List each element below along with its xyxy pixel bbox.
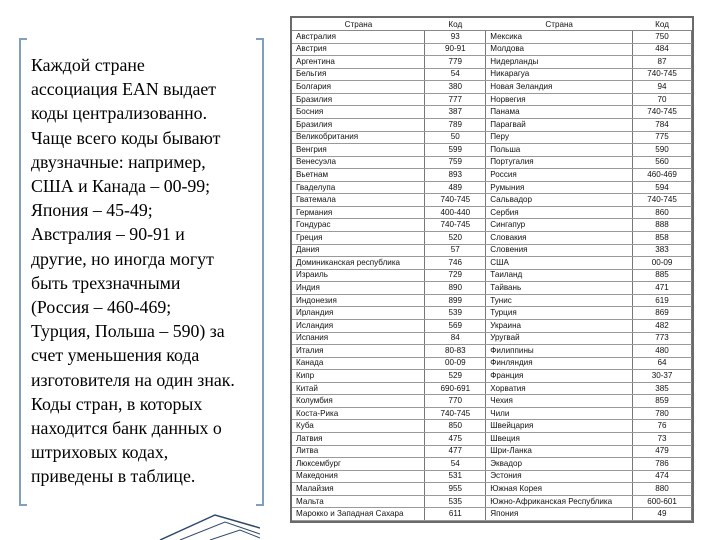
table-row	[292, 118, 692, 131]
country-cell: Румыния	[486, 181, 633, 194]
country-cell: Италия	[292, 345, 425, 358]
code-cell: 560	[633, 156, 692, 169]
country-cell: Болгария	[292, 81, 425, 94]
code-cell: 00-09	[425, 357, 486, 370]
table-row	[292, 206, 692, 219]
table-row	[292, 31, 692, 44]
code-cell: 590	[633, 144, 692, 157]
header-country-2: Страна	[486, 18, 633, 31]
table-row	[292, 420, 692, 433]
code-cell: 779	[425, 56, 486, 69]
country-cell: Вьетнам	[292, 169, 425, 182]
country-cell: Венгрия	[292, 144, 425, 157]
country-cell: Аргентина	[292, 56, 425, 69]
table-row	[292, 156, 692, 169]
text-line: ассоциация EAN выдает	[31, 79, 217, 100]
country-cell: Южная Корея	[486, 483, 633, 496]
country-cell: Люксембург	[292, 458, 425, 471]
code-cell: 477	[425, 445, 486, 458]
table-row	[292, 332, 692, 345]
code-cell: 740-745	[425, 407, 486, 420]
decorative-lines	[0, 500, 260, 540]
text-line: быть трехзначными	[31, 272, 181, 293]
country-cell: Сальвадор	[486, 194, 633, 207]
country-cell: Украина	[486, 319, 633, 332]
country-cell: Малайзия	[292, 483, 425, 496]
table-row	[292, 106, 692, 119]
country-cell: Исландия	[292, 319, 425, 332]
country-cell: Польша	[486, 144, 633, 157]
code-cell: 49	[633, 508, 692, 521]
text-line: Австралия – 90-91 и	[31, 224, 185, 245]
table-row	[292, 144, 692, 157]
country-cell: Гваделупа	[292, 181, 425, 194]
description-box	[19, 38, 264, 506]
country-cell: Колумбия	[292, 395, 425, 408]
description-text	[31, 53, 262, 489]
code-cell: 569	[425, 319, 486, 332]
code-cell: 773	[633, 332, 692, 345]
table-row	[292, 194, 692, 207]
country-cell: Доминиканская республика	[292, 257, 425, 270]
country-cell: Австралия	[292, 31, 425, 44]
country-cell: Хорватия	[486, 382, 633, 395]
country-cell: Португалия	[486, 156, 633, 169]
code-cell: 619	[633, 294, 692, 307]
code-cell: 740-745	[633, 68, 692, 81]
table-row	[292, 93, 692, 106]
country-cell: Ирландия	[292, 307, 425, 320]
country-cell: Македония	[292, 470, 425, 483]
country-cell: Канада	[292, 357, 425, 370]
country-cell: Израиль	[292, 269, 425, 282]
code-cell: 471	[633, 282, 692, 295]
country-cell: Мальта	[292, 495, 425, 508]
table-row	[292, 282, 692, 295]
code-cell: 70	[633, 93, 692, 106]
header-country-1: Страна	[292, 18, 425, 31]
code-cell: 480	[633, 345, 692, 358]
table-row	[292, 508, 692, 521]
code-cell: 57	[425, 244, 486, 257]
code-cell: 893	[425, 169, 486, 182]
country-cell: Индонезия	[292, 294, 425, 307]
country-cell: Чехия	[486, 395, 633, 408]
table-row	[292, 382, 692, 395]
code-cell: 80-83	[425, 345, 486, 358]
text-line: Каждой стране	[31, 55, 145, 75]
code-cell: 475	[425, 433, 486, 446]
code-cell: 84	[425, 332, 486, 345]
table-row	[292, 458, 692, 471]
country-cell: Бразилия	[292, 118, 425, 131]
table-row	[292, 495, 692, 508]
code-cell: 890	[425, 282, 486, 295]
code-cell: 54	[425, 458, 486, 471]
country-cell: Индия	[292, 282, 425, 295]
country-cell: Словения	[486, 244, 633, 257]
country-cell: Франция	[486, 370, 633, 383]
table-header-row	[292, 18, 692, 31]
country-cell: Бельгия	[292, 68, 425, 81]
code-cell: 860	[633, 206, 692, 219]
country-cell: Гондурас	[292, 219, 425, 232]
country-cell: Панама	[486, 106, 633, 119]
code-cell: 777	[425, 93, 486, 106]
code-cell: 383	[633, 244, 692, 257]
table-row	[292, 357, 692, 370]
table-row	[292, 319, 692, 332]
table-row	[292, 43, 692, 56]
table-row	[292, 244, 692, 257]
code-cell: 93	[425, 31, 486, 44]
country-cell: Парагвай	[486, 118, 633, 131]
text-line: штриховых кодах,	[31, 442, 169, 463]
country-cell: Кипр	[292, 370, 425, 383]
country-cell: Латвия	[292, 433, 425, 446]
code-cell: 535	[425, 495, 486, 508]
country-cell: Япония	[486, 508, 633, 521]
country-cell: Германия	[292, 206, 425, 219]
code-cell: 385	[633, 382, 692, 395]
code-cell: 955	[425, 483, 486, 496]
text-line: приведены в таблице.	[31, 466, 196, 487]
code-cell: 600-601	[633, 495, 692, 508]
country-cell: Греция	[292, 232, 425, 245]
code-cell: 899	[425, 294, 486, 307]
text-line: Коды стран, в которых	[31, 393, 203, 414]
code-cell: 380	[425, 81, 486, 94]
code-cell: 599	[425, 144, 486, 157]
country-cell: Россия	[486, 169, 633, 182]
text-line: (Россия – 460-469;	[31, 297, 172, 318]
country-cell: Тунис	[486, 294, 633, 307]
code-cell: 594	[633, 181, 692, 194]
code-cell: 888	[633, 219, 692, 232]
table-row	[292, 307, 692, 320]
code-cell: 484	[633, 43, 692, 56]
country-cell: Сербия	[486, 206, 633, 219]
code-cell: 611	[425, 508, 486, 521]
table-row	[292, 257, 692, 270]
table-row	[292, 81, 692, 94]
code-cell: 775	[633, 131, 692, 144]
country-cell: Южно-Африканская Республика	[486, 495, 633, 508]
code-cell: 00-09	[633, 257, 692, 270]
header-code-2: Код	[633, 18, 692, 31]
table-row	[292, 131, 692, 144]
table-row	[292, 294, 692, 307]
code-cell: 87	[633, 56, 692, 69]
country-cell: Дания	[292, 244, 425, 257]
text-line: находится банк данных о	[31, 418, 222, 439]
code-cell: 529	[425, 370, 486, 383]
country-cell: США	[486, 257, 633, 270]
country-cell: Норвегия	[486, 93, 633, 106]
country-cell: Мексика	[486, 31, 633, 44]
country-codes-table	[290, 16, 694, 523]
text-line: другие, но иногда могут	[31, 248, 214, 269]
country-cell: Нидерланды	[486, 56, 633, 69]
text-line: Турция, Польша – 590) за	[31, 321, 225, 342]
code-cell: 387	[425, 106, 486, 119]
country-cell: Швейцария	[486, 420, 633, 433]
code-cell: 400-440	[425, 206, 486, 219]
code-cell: 750	[633, 31, 692, 44]
country-cell: Турция	[486, 307, 633, 320]
country-cell: Гватемала	[292, 194, 425, 207]
country-cell: Австрия	[292, 43, 425, 56]
code-cell: 729	[425, 269, 486, 282]
table-row	[292, 370, 692, 383]
code-cell: 474	[633, 470, 692, 483]
table-row	[292, 433, 692, 446]
country-cell: Уругвай	[486, 332, 633, 345]
code-cell: 780	[633, 407, 692, 420]
country-cell: Чили	[486, 407, 633, 420]
country-cell: Великобритания	[292, 131, 425, 144]
code-cell: 64	[633, 357, 692, 370]
table-row	[292, 219, 692, 232]
country-cell: Таиланд	[486, 269, 633, 282]
country-cell: Филиппины	[486, 345, 633, 358]
table-row	[292, 269, 692, 282]
country-cell: Бразилия	[292, 93, 425, 106]
code-cell: 786	[633, 458, 692, 471]
table-row	[292, 407, 692, 420]
code-cell: 76	[633, 420, 692, 433]
code-cell: 489	[425, 181, 486, 194]
code-cell: 784	[633, 118, 692, 131]
country-cell: Куба	[292, 420, 425, 433]
code-cell: 73	[633, 433, 692, 446]
code-cell: 50	[425, 131, 486, 144]
country-cell: Эстония	[486, 470, 633, 483]
code-cell: 869	[633, 307, 692, 320]
country-cell: Босния	[292, 106, 425, 119]
code-cell: 740-745	[425, 219, 486, 232]
country-cell: Венесуэла	[292, 156, 425, 169]
code-cell: 885	[633, 269, 692, 282]
table-row	[292, 445, 692, 458]
text-line: США и Канада – 00-99;	[31, 176, 211, 197]
code-cell: 746	[425, 257, 486, 270]
code-cell: 740-745	[425, 194, 486, 207]
table-row	[292, 56, 692, 69]
country-cell: Новая Зеландия	[486, 81, 633, 94]
table-row	[292, 181, 692, 194]
code-cell: 94	[633, 81, 692, 94]
country-cell: Литва	[292, 445, 425, 458]
text-line: счет уменьшения кода	[31, 345, 200, 366]
country-cell: Финляндия	[486, 357, 633, 370]
code-cell: 539	[425, 307, 486, 320]
code-cell: 460-469	[633, 169, 692, 182]
code-cell: 740-745	[633, 106, 692, 119]
table-row	[292, 169, 692, 182]
code-cell: 858	[633, 232, 692, 245]
code-cell: 880	[633, 483, 692, 496]
code-cell: 690-691	[425, 382, 486, 395]
country-cell: Молдова	[486, 43, 633, 56]
code-cell: 850	[425, 420, 486, 433]
text-line: двузначные: например,	[31, 151, 206, 172]
table-row	[292, 68, 692, 81]
text-line: изготовителя на один знак.	[31, 369, 235, 390]
code-cell: 520	[425, 232, 486, 245]
table-row	[292, 345, 692, 358]
country-cell: Эквадор	[486, 458, 633, 471]
text-line: Япония – 45-49;	[31, 200, 153, 221]
code-cell: 859	[633, 395, 692, 408]
country-cell: Коста-Рика	[292, 407, 425, 420]
code-cell: 90-91	[425, 43, 486, 56]
table-row	[292, 470, 692, 483]
table-row	[292, 483, 692, 496]
country-cell: Словакия	[486, 232, 633, 245]
table-row	[292, 395, 692, 408]
code-cell: 479	[633, 445, 692, 458]
table-row	[292, 232, 692, 245]
country-cell: Швеция	[486, 433, 633, 446]
code-cell: 482	[633, 319, 692, 332]
code-cell: 54	[425, 68, 486, 81]
country-cell: Марокко и Западная Сахара	[292, 508, 425, 521]
code-cell: 759	[425, 156, 486, 169]
header-code-1: Код	[425, 18, 486, 31]
country-cell: Сингапур	[486, 219, 633, 232]
text-line: Чаще всего коды бывают	[31, 127, 221, 148]
country-cell: Никарагуа	[486, 68, 633, 81]
text-line: коды централизованно.	[31, 103, 208, 124]
code-cell: 770	[425, 395, 486, 408]
code-cell: 789	[425, 118, 486, 131]
country-cell: Испания	[292, 332, 425, 345]
code-cell: 30-37	[633, 370, 692, 383]
country-cell: Тайвань	[486, 282, 633, 295]
country-cell: Шри-Ланка	[486, 445, 633, 458]
code-cell: 531	[425, 470, 486, 483]
country-cell: Перу	[486, 131, 633, 144]
code-cell: 740-745	[633, 194, 692, 207]
country-cell: Китай	[292, 382, 425, 395]
